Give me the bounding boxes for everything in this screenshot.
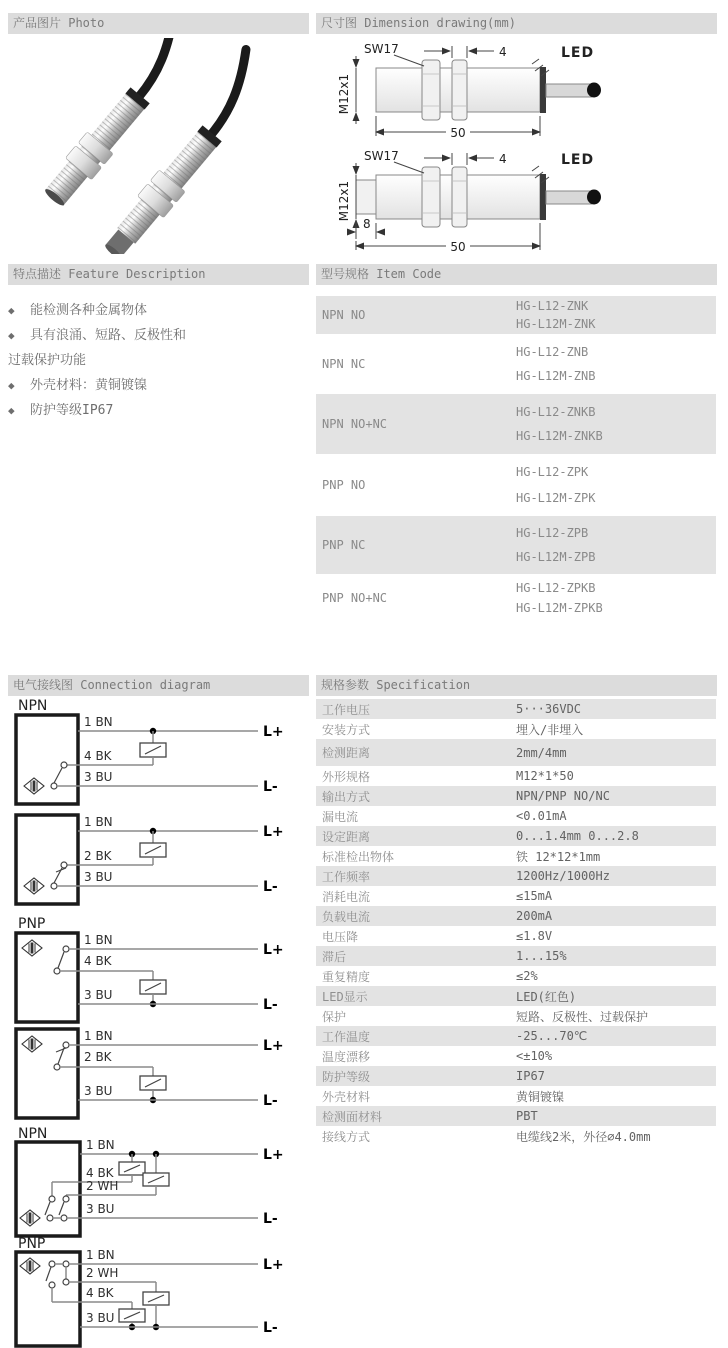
rail-minus-label: L-	[263, 879, 278, 895]
item-code-row	[316, 334, 716, 394]
feature-list	[8, 298, 310, 423]
spec-row	[316, 1126, 716, 1146]
item-code-row	[316, 516, 716, 574]
spec-label: LED显示	[322, 989, 368, 1004]
rail-plus-label: L+	[263, 1147, 284, 1163]
pin-label: 3 BU	[84, 770, 113, 784]
item-code-value: HG-L12-ZNB	[516, 344, 589, 359]
output-type-label: PNP NC	[322, 538, 366, 552]
spec-label: 外形规格	[322, 769, 371, 784]
pin-label: 4 BK	[84, 749, 112, 763]
dim-gap-label: 4	[499, 152, 507, 166]
spec-label: 设定距离	[322, 829, 371, 844]
spec-row	[316, 846, 716, 866]
diagram-title: NPN	[18, 698, 48, 714]
spec-value: PBT	[516, 1109, 538, 1123]
feature-item	[8, 348, 310, 373]
dim-gap-label: 4	[499, 45, 507, 59]
connection-diagram-npn-no	[8, 698, 298, 812]
rail-plus-label: L+	[263, 942, 284, 958]
connection-diagram-npn-no-nc	[8, 1126, 298, 1240]
diagram-title: NPN	[18, 1126, 48, 1142]
pin-label: 2 BK	[84, 1050, 112, 1064]
section-header-photo: 产品图片 Photo	[8, 13, 309, 34]
diamond-bullet-icon: ◆	[8, 304, 15, 317]
connection-diagram-npn-nc	[8, 812, 298, 912]
item-code-value: HG-L12M-ZPKB	[516, 601, 603, 616]
pin-label: 2 WH	[86, 1179, 119, 1193]
spec-row	[316, 1006, 716, 1026]
dim-thread-label: M12x1	[337, 73, 351, 115]
spec-table	[316, 699, 716, 1146]
spec-row	[316, 1106, 716, 1126]
pin-label: 2 WH	[86, 1266, 119, 1280]
output-type-label: PNP NO+NC	[322, 591, 388, 605]
dim-sw-label: SW17	[364, 149, 399, 163]
dim-led-label: LED	[561, 45, 595, 61]
item-code-value: HG-L12-ZPK	[516, 465, 589, 480]
rail-plus-label: L+	[263, 824, 284, 840]
spec-label: 电压降	[322, 929, 359, 944]
dim-length-label: 50	[450, 240, 466, 254]
diamond-bullet-icon: ◆	[8, 329, 15, 342]
dim-length-label: 50	[450, 126, 466, 140]
dim-sw-label: SW17	[364, 42, 399, 56]
pin-label: 1 BN	[84, 715, 113, 729]
sensor-symbol	[20, 1210, 40, 1226]
spec-value: 2mm/4mm	[516, 745, 567, 760]
item-code-value: HG-L12-ZNK	[516, 299, 589, 314]
sensor-symbol	[24, 878, 44, 894]
item-code-value: HG-L12-ZPKB	[516, 580, 596, 595]
output-type-label: NPN NC	[322, 357, 366, 371]
pin-label: 1 BN	[84, 815, 113, 829]
pin-label: 3 BU	[84, 870, 113, 884]
spec-label: 工作频率	[322, 869, 371, 884]
dimension-drawings	[318, 40, 618, 259]
section-header-spec: 规格参数 Specification	[316, 675, 717, 696]
rail-plus-label: L+	[263, 724, 284, 740]
spec-value: 电缆线2米，外径⌀4.0mm	[516, 1129, 651, 1144]
item-codes	[516, 394, 716, 454]
spec-row	[316, 739, 716, 766]
item-codes	[516, 574, 716, 622]
pin-label: 1 BN	[84, 933, 113, 947]
spec-row	[316, 986, 716, 1006]
pin-label: 1 BN	[84, 1029, 113, 1043]
pin-label: 3 BU	[86, 1311, 115, 1325]
spec-label: 检测距离	[322, 746, 371, 760]
spec-value: <±10%	[516, 1049, 553, 1063]
spec-value: ≤15mA	[516, 889, 553, 903]
output-type-label: NPN NO+NC	[322, 417, 388, 431]
rail-plus-label: L+	[263, 1257, 284, 1273]
pin-label: 3 BU	[84, 988, 113, 1002]
spec-value: 黄铜镀镍	[516, 1089, 565, 1104]
spec-value: IP67	[516, 1069, 545, 1083]
spec-label: 工作温度	[322, 1029, 371, 1044]
spec-row	[316, 866, 716, 886]
spec-value: 铁 12*12*1mm	[516, 849, 601, 864]
item-codes	[516, 454, 716, 516]
sensor-symbol	[22, 1036, 42, 1052]
item-code-table	[316, 296, 716, 622]
feature-item	[8, 398, 310, 423]
spec-label: 防护等级	[322, 1069, 371, 1084]
feature-text: 外壳材料：黄铜镀镍	[30, 378, 148, 393]
pin-label: 4 BK	[86, 1286, 114, 1300]
item-codes	[516, 334, 716, 394]
connection-diagram-pnp-no-nc	[8, 1236, 298, 1348]
connection-diagram-pnp-no	[8, 916, 298, 1028]
spec-label: 检测面材料	[322, 1109, 383, 1124]
pin-label: 4 BK	[84, 954, 112, 968]
feature-text: 防护等级IP67	[30, 403, 114, 418]
spec-value: M12*1*50	[516, 769, 574, 783]
spec-row	[316, 766, 716, 786]
sensor-symbol	[20, 1258, 40, 1274]
feature-text: 能检测各种金属物体	[30, 303, 148, 318]
section-header-features: 特点描述 Feature Description	[8, 264, 309, 285]
spec-row	[316, 946, 716, 966]
diamond-bullet-icon: ◆	[8, 379, 15, 392]
spec-value: 1200Hz/1000Hz	[516, 869, 610, 883]
rail-minus-label: L-	[263, 997, 278, 1013]
item-code-value: HG-L12M-ZNKB	[516, 429, 603, 444]
spec-label: 外壳材料	[322, 1089, 371, 1104]
item-code-row	[316, 454, 716, 516]
output-type-label: PNP NO	[322, 478, 366, 492]
spec-row	[316, 699, 716, 719]
spec-value: 0...1.4mm 0...2.8	[516, 829, 639, 843]
spec-label: 接线方式	[322, 1129, 371, 1144]
product-photo	[8, 38, 308, 254]
rail-minus-label: L-	[263, 1320, 278, 1336]
spec-row	[316, 886, 716, 906]
spec-label: 消耗电流	[322, 889, 371, 904]
spec-label: 重复精度	[322, 969, 371, 984]
spec-label: 安装方式	[322, 722, 371, 737]
spec-value: NPN/PNP NO/NC	[516, 789, 610, 803]
rail-minus-label: L-	[263, 779, 278, 795]
item-code-value: HG-L12M-ZNB	[516, 369, 596, 384]
dim-thread-label: M12x1	[337, 180, 351, 222]
spec-label: 输出方式	[322, 789, 371, 804]
spec-row	[316, 926, 716, 946]
item-codes	[516, 296, 716, 334]
spec-row	[316, 1086, 716, 1106]
section-header-item-code: 型号规格 Item Code	[316, 264, 717, 285]
rail-minus-label: L-	[263, 1093, 278, 1109]
spec-label: 滞后	[322, 949, 347, 964]
spec-row	[316, 906, 716, 926]
spec-value: ≤1.8V	[516, 929, 553, 943]
rail-plus-label: L+	[263, 1038, 284, 1054]
sensor-symbol	[24, 778, 44, 794]
spec-row	[316, 719, 716, 739]
dim-tip-label: 8	[363, 217, 371, 231]
item-code-value: HG-L12-ZNKB	[516, 404, 596, 419]
feature-item	[8, 298, 310, 323]
spec-value: -25...70℃	[516, 1029, 588, 1043]
spec-row	[316, 1026, 716, 1046]
item-code-value: HG-L12M-ZPB	[516, 550, 596, 564]
spec-label: 漏电流	[322, 809, 359, 824]
diagram-title: PNP	[18, 916, 46, 932]
feature-text: 具有浪涌、短路、反极性和	[30, 328, 187, 343]
feature-item	[8, 323, 310, 348]
spec-value: 短路、反极性、过载保护	[516, 1009, 649, 1024]
spec-row	[316, 786, 716, 806]
spec-row	[316, 1046, 716, 1066]
spec-value: 1...15%	[516, 949, 567, 963]
pin-label: 1 BN	[86, 1138, 115, 1152]
spec-value: ≤2%	[516, 969, 538, 983]
diamond-bullet-icon: ◆	[8, 404, 15, 417]
dim-led-label: LED	[561, 152, 595, 168]
sensor-nonflush	[90, 49, 281, 254]
pin-label: 3 BU	[84, 1084, 113, 1098]
sensor-symbol	[22, 940, 42, 956]
spec-row	[316, 966, 716, 986]
output-type-label: NPN NO	[322, 308, 366, 322]
pin-label: 2 BK	[84, 849, 112, 863]
item-code-value: HG-L12-ZPB	[516, 526, 589, 540]
spec-label: 标准检出物体	[322, 849, 395, 864]
spec-row	[316, 826, 716, 846]
item-codes	[516, 516, 716, 574]
spec-value: 埋入/非埋入	[516, 722, 584, 737]
diagram-title: PNP	[18, 1236, 46, 1252]
dimension-drawing-flush	[318, 40, 618, 146]
section-header-connection: 电气接线图 Connection diagram	[8, 675, 309, 696]
feature-text: 过载保护功能	[8, 353, 87, 368]
item-code-row	[316, 574, 716, 622]
item-code-row	[316, 296, 716, 334]
spec-row	[316, 806, 716, 826]
section-header-dimension: 尺寸图 Dimension drawing(mm)	[316, 13, 717, 34]
spec-value: 200mA	[516, 909, 553, 923]
spec-value: 5···36VDC	[516, 702, 582, 716]
rail-minus-label: L-	[263, 1211, 278, 1227]
spec-label: 负载电流	[322, 909, 371, 924]
connection-diagram-pnp-nc	[8, 1026, 298, 1126]
item-code-row	[316, 394, 716, 454]
pin-label: 4 BK	[86, 1166, 114, 1180]
item-code-value: HG-L12M-ZPK	[516, 490, 596, 505]
feature-item	[8, 373, 310, 398]
pin-label: 1 BN	[86, 1248, 115, 1262]
spec-value: LED(红色)	[516, 989, 577, 1004]
dimension-drawing-nonflush	[318, 147, 618, 259]
spec-label: 温度漂移	[322, 1049, 371, 1064]
pin-label: 3 BU	[86, 1202, 115, 1216]
spec-label: 工作电压	[322, 702, 371, 717]
spec-label: 保护	[322, 1009, 347, 1024]
item-code-value: HG-L12M-ZNK	[516, 316, 596, 331]
spec-value: <0.01mA	[516, 809, 567, 823]
spec-row	[316, 1066, 716, 1086]
